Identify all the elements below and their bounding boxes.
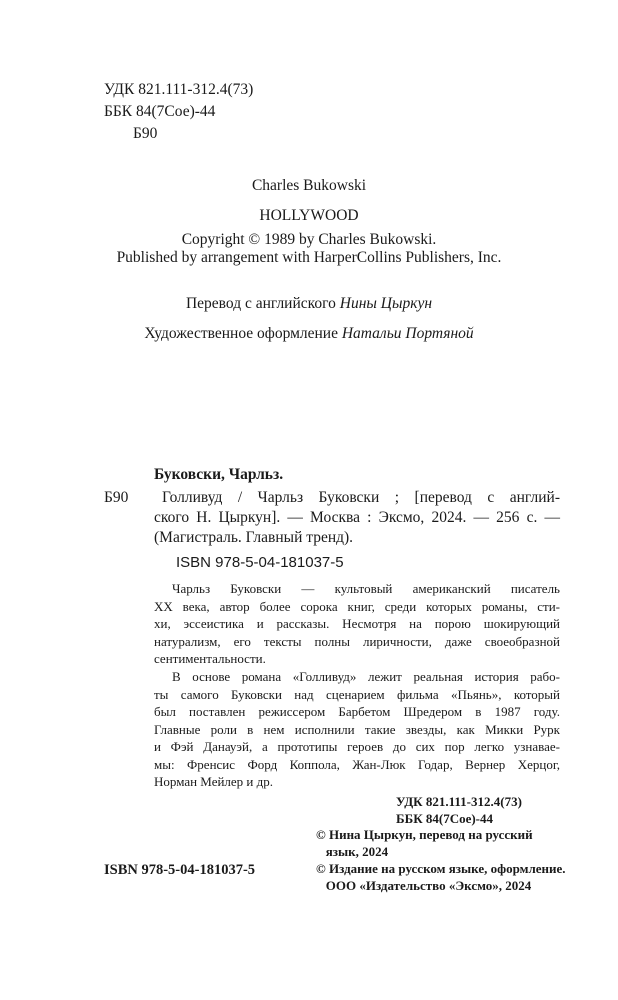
footer-copyright-2-cont: ООО «Издательство «Эксмо», 2024 (316, 878, 532, 893)
catalog-description-line: Голливуд / Чарльз Буковски ; [перевод с англий- (162, 489, 560, 506)
annotation-line: Чарльз Буковски — культовый американский писатель (172, 581, 560, 596)
catalog-mark: Б90 (104, 489, 129, 506)
catalog-isbn: ISBN 978-5-04-181037-5 (176, 554, 344, 571)
udk-code: УДК 821.111-312.4(73) (104, 81, 254, 98)
publisher-arrangement: Published by arrangement with HarperCollins Publishers, Inc. (116, 249, 502, 266)
annotation-line: ты самого Буковски над сценарием фильма «Пьянь», который (154, 686, 560, 702)
annotation-line: и Фэй Данауэй, а прототипы героев до сих пор легко узнавае- (154, 739, 560, 754)
design-prefix: Художественное оформление (144, 325, 342, 342)
catalog-heading: Буковски, Чарльз. (154, 466, 284, 483)
designer-name: Натальи Портяной (341, 325, 474, 342)
annotation-line: Главные роли в нем исполнили такие звезды, как Микки Рурк (154, 721, 560, 737)
catalog-description-line: ского Н. Цыркун]. — Москва : Эксмо, 2024. — 256 с. — (154, 509, 560, 526)
annotation-line: натурализм, его тексты полны лиричности, даже своеобразной (154, 633, 560, 649)
catalog-description (154, 488, 560, 548)
annotation-line: Норман Мейлер и др. (154, 774, 273, 789)
annotation-line: был поставлен режиссером Барбетом Шредером в 1987 году. (154, 704, 560, 719)
translator-name: Нины Цыркун (339, 295, 433, 312)
footer-copyright-1: © Нина Цыркун, перевод на русский (316, 827, 533, 842)
annotation-paragraph-2 (154, 668, 560, 791)
original-title: HOLLYWOOD (259, 207, 359, 224)
original-author: Charles Bukowski (251, 177, 367, 194)
annotation-paragraph-1 (154, 580, 560, 668)
footer-isbn: ISBN 978-5-04-181037-5 (104, 862, 256, 878)
annotation-line: хи, эссеистика и рассказы. Несмотря на порою шокирующий (154, 616, 560, 631)
author-mark: Б90 (133, 125, 158, 142)
bbk-code: ББК 84(7Сое)-44 (104, 103, 216, 120)
design-credit (0, 324, 618, 344)
footer-copyright-2: © Издание на русском языке, оформление. (316, 861, 566, 876)
annotation-line: сентиментальности. (154, 651, 266, 666)
translation-credit (0, 294, 618, 314)
translation-prefix: Перевод с английского (185, 295, 340, 312)
annotation-udk: УДК 821.111-312.4(73) (396, 794, 522, 809)
catalog-description-line: (Магистраль. Главный тренд). (154, 529, 354, 546)
footer-copyright-1-cont: язык, 2024 (316, 844, 389, 859)
annotation-line: XX века, автор более сорока книг, среди которых романы, сти- (154, 598, 560, 614)
annotation-line: В основе романа «Голливуд» лежит реальная история рабо- (172, 669, 560, 684)
annotation-bbk: ББК 84(7Сое)-44 (396, 811, 494, 826)
annotation-line: мы: Френсис Форд Коппола, Жан-Люк Годар, Вернер Херцог, (154, 756, 560, 772)
copyright-line: Copyright © 1989 by Charles Bukowski. (181, 231, 437, 248)
